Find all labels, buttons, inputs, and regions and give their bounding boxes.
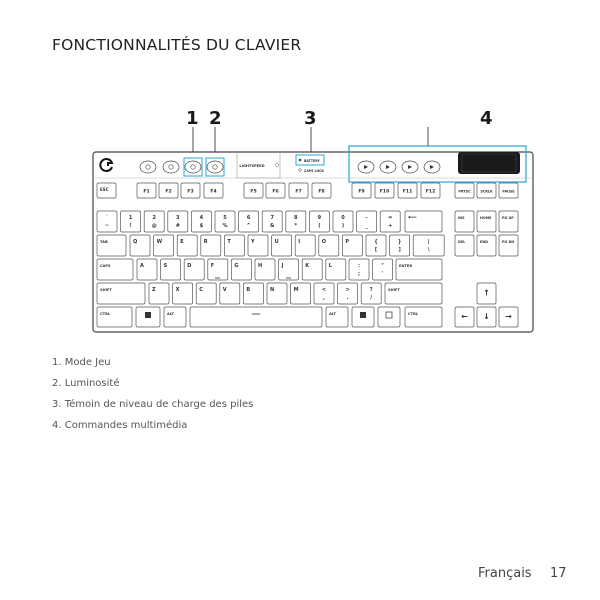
page-title: FONCTIONNALITÉS DU CLAVIER [52, 36, 302, 54]
key-num-3-top: 3 [176, 215, 180, 221]
key-home-punct-0-top: : [358, 263, 360, 269]
key-num-4-bottom: $ [199, 223, 204, 229]
key-num-9-bottom: ( [318, 223, 321, 229]
key-f12-label: F12 [425, 189, 436, 195]
key-num-2-top: 2 [152, 215, 156, 221]
key-bottom-punct-2-top: ? [369, 287, 373, 293]
feature-item-game-mode: 1. Mode Jeu [52, 357, 111, 368]
key-caps-label: CAPS [100, 264, 111, 268]
top-button-2 [163, 161, 179, 173]
key-num-0-bottom: ~ [104, 223, 110, 229]
key-bottom-punct-1-top: > [345, 287, 350, 293]
key-num-11-top: - [365, 215, 368, 221]
feature-item-battery: 3. Témoin de niveau de charge des piles [52, 399, 254, 410]
key-n-label: N [270, 287, 275, 293]
key-num-6-bottom: ^ [246, 223, 251, 229]
key-num-8-bottom: * [294, 223, 298, 229]
key-o-label: O [321, 239, 327, 245]
key-u-label: U [274, 239, 279, 245]
key-bracket-2-bottom: \ [427, 247, 430, 253]
key-j-label: J [281, 263, 284, 269]
key-ctrl-left [97, 307, 132, 327]
key-num-7-top: 7 [270, 215, 274, 221]
key-r-label: R [203, 239, 208, 245]
key-bracket-1-bottom: ] [398, 247, 401, 253]
key-w-label: W [156, 239, 163, 245]
key-f7-label: F7 [295, 189, 302, 195]
key-num-2-bottom: @ [151, 223, 157, 229]
key-caps [97, 259, 133, 280]
key-bracket-2-top: | [427, 239, 430, 245]
key-num-7-bottom: & [270, 223, 275, 229]
callout-4: 4 [480, 108, 493, 129]
battery-status-label: BATTERY [304, 159, 320, 163]
key-space [190, 307, 322, 327]
key-l-label: L [328, 263, 332, 269]
key-alt-right-label: ALT [329, 312, 336, 316]
key-p-label: P [345, 239, 350, 245]
key-shift-right-label: SHIFT [388, 288, 400, 292]
key-s-label: S [163, 263, 168, 269]
key-del [455, 235, 474, 256]
key-ctrl-left-label: CTRL [100, 312, 111, 316]
key-esc-label: ESC [100, 187, 109, 192]
key-num-8-top: 8 [294, 215, 298, 221]
key-tab-label: TAB [100, 240, 108, 244]
key-arrow-left-label: ← [461, 312, 468, 321]
key-num-4-top: 4 [199, 215, 204, 221]
windows-icon-left [145, 312, 151, 318]
key-bracket-0-bottom: [ [374, 247, 378, 253]
key-prtsc-label: PRTSC [458, 189, 471, 194]
key-num-12-bottom: + [388, 223, 393, 229]
key-alt-left-label: ALT [167, 312, 174, 316]
key-shift-left [97, 283, 145, 304]
key-shift-left-label: SHIFT [100, 288, 112, 292]
key-q-label: Q [133, 239, 138, 245]
key-g-label: G [234, 263, 239, 269]
callout-2: 2 [209, 108, 222, 129]
windows-icon-right [360, 312, 366, 318]
key-x-label: X [175, 287, 180, 293]
key-t-label: T [227, 239, 231, 245]
key-f8-label: F8 [318, 189, 325, 195]
key-f2-label: F2 [165, 189, 172, 195]
key-m-label: M [293, 287, 299, 293]
feature-item-media: 4. Commandes multimédia [52, 420, 188, 431]
key-bracket-0-top: { [374, 239, 378, 245]
key-bottom-punct-0-bottom: , [323, 295, 325, 301]
key-ctrl-right-label: CTRL [408, 312, 419, 316]
key-num-10-bottom: ) [341, 223, 345, 229]
key-home-punct-1-top: " [381, 263, 384, 269]
volume-roller [458, 152, 520, 174]
key-f9-label: F9 [358, 189, 365, 195]
capslock-status-label: CAPS LOCK [304, 169, 324, 173]
top-button-3 [185, 161, 201, 173]
key-end-label: END [480, 240, 488, 244]
key-i-label: I [298, 239, 301, 245]
key-num-9-top: 9 [317, 215, 322, 221]
key-b-label: B [246, 287, 251, 293]
key-num-5-bottom: % [222, 223, 228, 229]
key-num-5-top: 5 [223, 215, 227, 221]
key-home [477, 211, 496, 232]
feature-item-brightness: 2. Luminosité [52, 378, 120, 389]
key-f11-label: F11 [402, 189, 413, 195]
key-a-label: A [140, 263, 144, 269]
key-ins [455, 211, 474, 232]
key-enter [396, 259, 442, 280]
key-arrow-down-label: ↓ [483, 312, 490, 321]
top-button-4 [207, 161, 223, 173]
key-num-1-top: 1 [128, 215, 133, 221]
key-num-1-bottom: ! [129, 223, 132, 229]
key-pgdn [499, 235, 518, 256]
key-f10-label: F10 [379, 189, 390, 195]
key-scrlk-label: SCRLK [480, 189, 493, 194]
key-num-12-top: = [388, 215, 393, 221]
key-pause-label: PAUSE [502, 189, 515, 194]
key-end [477, 235, 496, 256]
key-ctrl-right [405, 307, 442, 327]
key-f-label: F [210, 263, 215, 269]
key-v-label: V [222, 287, 227, 293]
key-ins-label: INS [458, 216, 465, 220]
key-home-label: HOME [480, 216, 492, 220]
key-alt-left [164, 307, 186, 327]
key-y-label: Y [251, 239, 255, 245]
key-bottom-punct-2-bottom: / [370, 295, 373, 301]
key-pgdn-label: PG DN [502, 240, 515, 244]
key-arrow-right-label: → [505, 312, 512, 321]
key-num-10-top: 0 [341, 215, 345, 221]
key-pgup-label: PG UP [502, 216, 514, 220]
key-f5-label: F5 [250, 189, 257, 195]
key-z-label: Z [152, 287, 156, 293]
key-tab [97, 235, 126, 256]
key-f1-label: F1 [143, 189, 150, 195]
key-k-label: K [305, 263, 310, 269]
key-pgup [499, 211, 518, 232]
key-bottom-punct-1-bottom: . [346, 295, 349, 301]
key-home-punct-1-bottom: ' [381, 271, 384, 277]
feature-list [52, 352, 253, 436]
key-num-3-bottom: # [175, 223, 180, 229]
footer-language: Français [478, 566, 532, 581]
key-d-label: D [187, 263, 192, 269]
key-f3-label: F3 [187, 189, 194, 195]
key-home-punct-0-bottom: ; [358, 271, 360, 277]
key-del-label: DEL [458, 240, 466, 244]
key-c-label: C [199, 287, 203, 293]
key-f4-label: F4 [210, 189, 217, 195]
key-enter-label: ENTER [399, 264, 413, 268]
callout-3: 3 [304, 108, 317, 129]
key-bracket-1-top: } [397, 239, 402, 245]
key-num-0-top: ` [105, 215, 109, 221]
key-e-label: E [180, 239, 184, 245]
key-bottom-punct-0-top: < [321, 287, 327, 293]
key-alt-right [326, 307, 348, 327]
key-menu [378, 307, 400, 327]
key-shift-right [385, 283, 442, 304]
key-num-6-top: 6 [246, 215, 251, 221]
brand-text: LIGHTSPEED [239, 164, 265, 168]
key-arrow-up-label: ↑ [483, 288, 490, 298]
key-f6-label: F6 [272, 189, 279, 195]
top-button-1 [140, 161, 156, 173]
page-number: 17 [550, 566, 567, 581]
key-num-11-bottom: _ [365, 223, 368, 229]
key-h-label: H [258, 263, 263, 269]
callout-1: 1 [186, 108, 199, 129]
key-backspace-label: ⟵ [408, 214, 417, 221]
battery-led-icon [299, 159, 302, 162]
